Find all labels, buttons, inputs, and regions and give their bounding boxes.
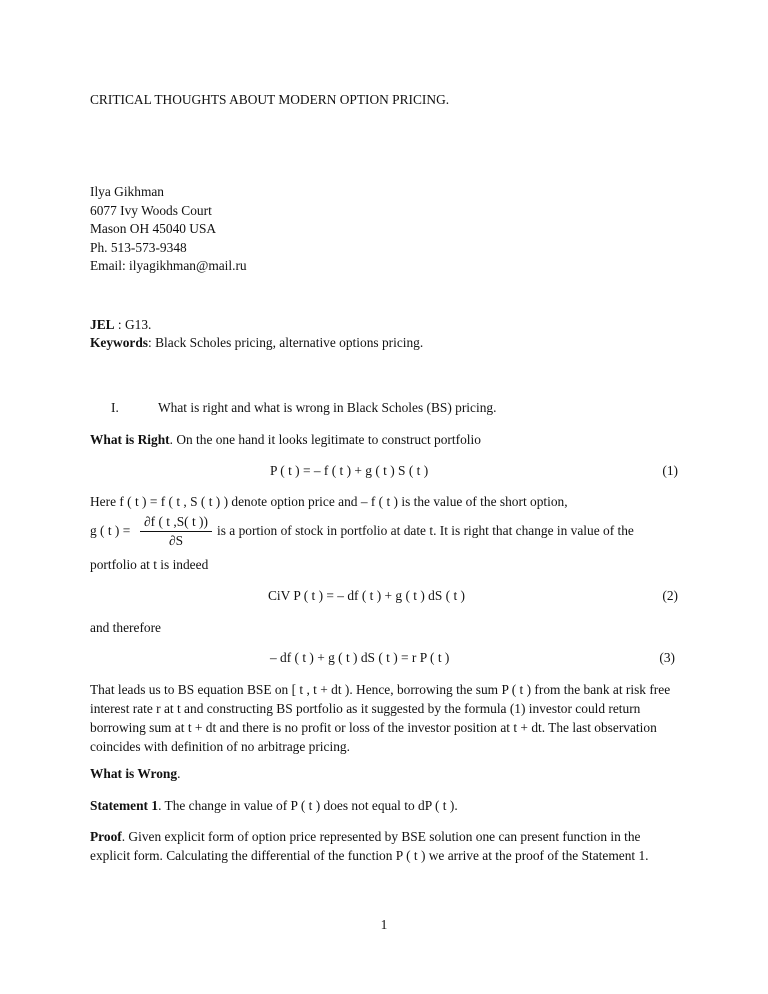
equation-2: CiV P ( t ) = – df ( t ) + g ( t ) dS ( t ) — [268, 588, 465, 603]
author-phone: Ph. 513-573-9348 — [90, 239, 187, 255]
g-definition-text: is a portion of stock in portfolio at date t. It is right that change in value of the — [217, 523, 634, 538]
what-is-right-text: . On the one hand it looks legitimate to construct portfolio — [169, 432, 481, 447]
jel-value: : G13. — [114, 317, 152, 332]
what-is-right-label: What is Right — [90, 432, 170, 447]
equation-2-number: (2) — [662, 588, 678, 603]
fraction-numerator: ∂f ( t ,S( t )) — [144, 514, 208, 529]
author-street: 6077 Ivy Woods Court — [90, 202, 212, 218]
keywords-label: Keywords — [90, 335, 149, 350]
equation-1-number: (1) — [662, 463, 678, 478]
page-number: 1 — [380, 917, 388, 932]
equation-1: P ( t ) = – f ( t ) + g ( t ) S ( t ) — [270, 463, 429, 478]
author-email: Email: ilyagikhman@mail.ru — [90, 258, 247, 274]
fraction-denominator: ∂S — [168, 533, 184, 548]
g-fraction — [138, 513, 214, 550]
jel-label: JEL — [90, 317, 115, 332]
keywords-value: : Black Scholes pricing, alternative options pricing. — [148, 335, 424, 350]
what-is-wrong-line — [90, 765, 690, 783]
section-number: I. — [111, 400, 119, 415]
equation-3: – df ( t ) + g ( t ) dS ( t ) = r P ( t ) — [270, 650, 450, 665]
author-block — [90, 183, 247, 276]
statement-1-line — [90, 797, 690, 815]
g-definition-lhs: g ( t ) = — [90, 523, 131, 538]
equation-3-number: (3) — [659, 650, 675, 665]
portfolio-line: portfolio at t is indeed — [90, 557, 209, 572]
what-is-right-line — [90, 431, 690, 449]
proof-text: . Given explicit form of option price represented by BSE solution one can present function in the explicit form. Calculating the differential of the function P ( t ) we arrive at the proof of the Statement 1. — [90, 829, 649, 863]
paper-title: CRITICAL THOUGHTS ABOUT MODERN OPTION PRICING. — [90, 92, 450, 107]
statement-1-label: Statement 1 — [90, 798, 159, 813]
author-city: Mason OH 45040 USA — [90, 221, 217, 237]
lead-paragraph: That leads us to BS equation BSE on [ t , t + dt ). Hence, borrowing the sum P ( t ) from the bank at risk free interest rate r at t and constructing BS portfolio as it suggested by the formula (1) investor could return borrowing sum at t + dt and there is no profit or loss of the investor position at t + dt. The last observation coincides with definition of no arbitrage pricing. — [90, 682, 671, 754]
keywords-line — [90, 334, 423, 352]
proof-label: Proof — [90, 829, 122, 844]
proof-paragraph — [90, 827, 680, 865]
statement-1-text: . The change in value of P ( t ) does not equal to dP ( t ). — [158, 798, 458, 813]
what-is-wrong-label: What is Wrong — [90, 766, 178, 781]
section-heading: What is right and what is wrong in Black Scholes (BS) pricing. — [158, 400, 497, 415]
what-is-wrong-text: . — [177, 766, 181, 781]
jel-line — [90, 316, 151, 334]
and-therefore-line: and therefore — [90, 620, 162, 635]
here-line: Here f ( t ) = f ( t , S ( t ) ) denote option price and – f ( t ) is the value of the short option, — [90, 494, 568, 509]
author-name: Ilya Gikhman — [90, 184, 165, 199]
